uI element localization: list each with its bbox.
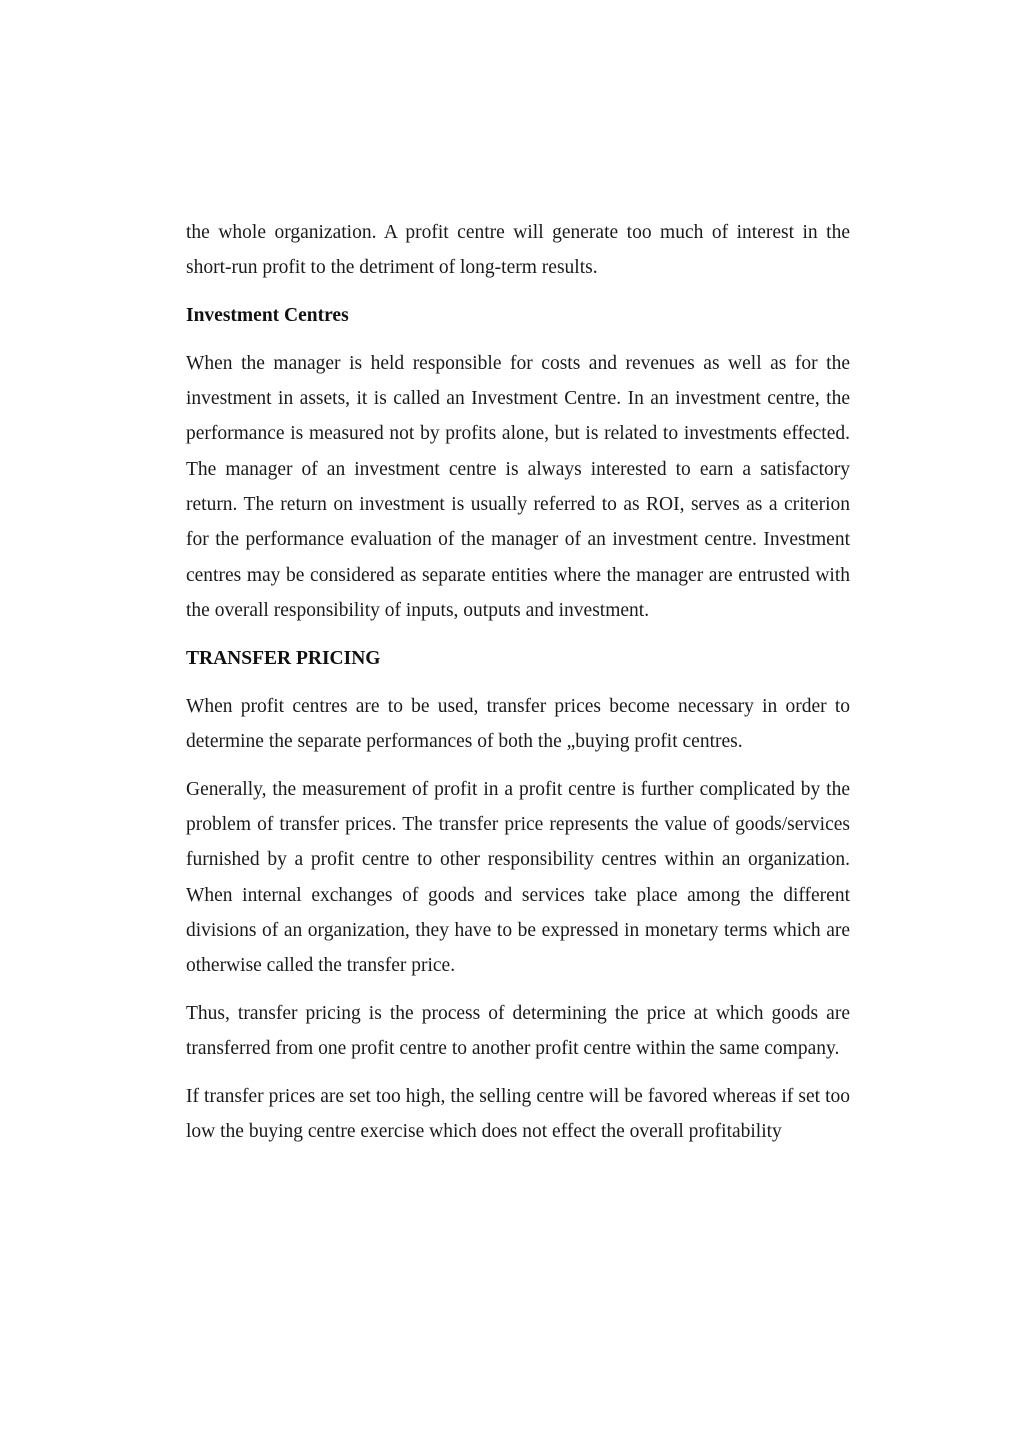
- paragraph-transfer-price-definition: Generally, the measurement of profit in a profit centre is further complicated by the problem of transfer prices. The transfer price represents the value of goods/services furnished by a profit centre to other responsibility centres within an organization. When internal exchanges of goods and services take place among the different divisions of an organization, they have to be expressed in monetary terms which are otherwise called the transfer price.: [186, 778, 850, 977]
- paragraph-transfer-prices-necessary: When profit centres are to be used, transfer prices become necessary in order to determine the separate performances of both the „buying profit centres.: [186, 695, 850, 752]
- paragraph-transfer-pricing-process: Thus, transfer pricing is the process of determining the price at which goods are transferred from one profit centre to another profit centre within the same company.: [186, 1002, 850, 1060]
- paragraph-profit-centre-continuation: the whole organization. A profit centre will generate too much of interest in the short-run profit to the detriment of long-term results.: [186, 222, 850, 279]
- document-page: [186, 215, 850, 1162]
- paragraph-transfer-price-levels: If transfer prices are set too high, the selling centre will be favored whereas if set too low the buying centre exercise which does not effect the overall profitability: [186, 1086, 850, 1143]
- heading-transfer-pricing: TRANSFER PRICING: [186, 647, 381, 669]
- heading-investment-centres: Investment Centres: [186, 305, 349, 327]
- paragraph-investment-centres: When the manager is held responsible for costs and revenues as well as for the investment in assets, it is called an Investment Centre. In an investment centre, the performance is measured not by profits alone, but is related to investments effected. The manager of an investment centre is always interested to earn a satisfactory return. The return on investment is usually referred to as ROI, serves as a criterion for the performance evaluation of the manager of an investment centre. Investment centres may be considered as separate entities where the manager are entrusted with the overall responsibility of inputs, outputs and investment.: [186, 352, 850, 621]
